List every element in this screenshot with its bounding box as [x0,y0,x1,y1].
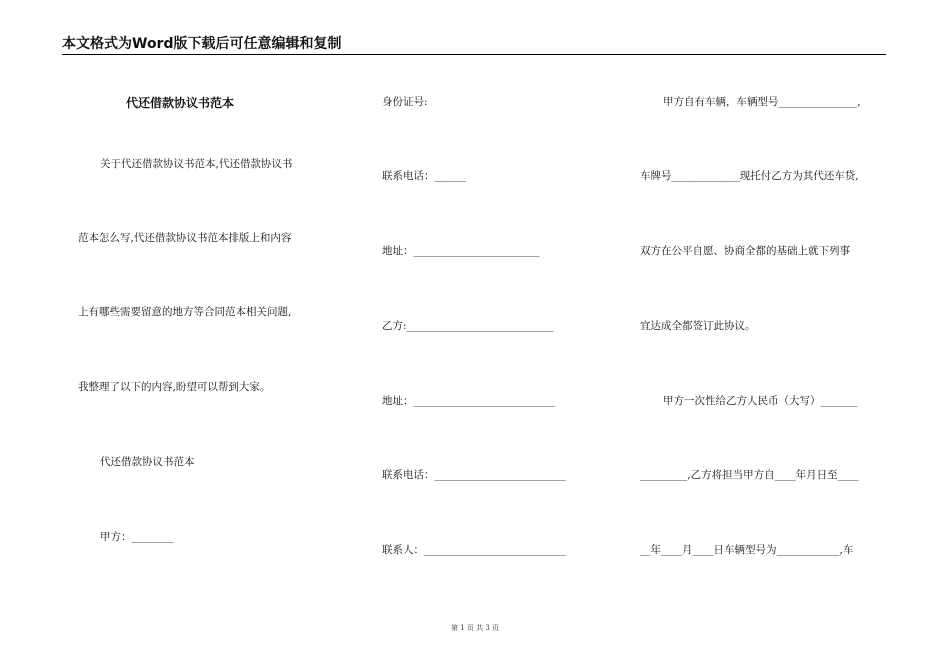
paragraph-line: _________,乙方将担当甲方自____年月日至____ [640,469,859,481]
id-number-field: 身份证号: [382,96,428,108]
paragraph-line: 我整理了以下的内容,盼望可以帮到大家。 [78,381,271,393]
paragraph-line: 宜达成全都签订此协议。 [640,320,756,332]
document-title: 代还借款协议书范本 [126,96,235,110]
paragraph-line: 上有哪些需要留意的地方等合同范本相关问题, [78,306,292,318]
party-a-field: 甲方：________ [100,531,174,543]
paragraph-line: 双方在公平自愿、协商全都的基础上就下列事 [640,245,850,257]
paragraph-line: 甲方一次性给乙方人民币（大写）_______ [663,395,858,407]
phone-field: 联系电话：______ [382,170,466,182]
header-rule [62,54,886,55]
paragraph-line: 甲方自有车辆，车辆型号_______________, [663,96,861,108]
document-header: 本文格式为Word版下载后可任意编辑和复制 [62,36,342,52]
paragraph-line: __年____月____日车辆型号为____________,车 [640,544,854,556]
party-b-field: 乙方:____________________________ [382,320,554,332]
page-number: 第 1 页 共 3 页 [450,624,500,632]
paragraph-line: 范本怎么写,代还借款协议书范本排版上和内容 [78,232,292,244]
address-field: 地址：___________________________ [382,395,556,407]
phone-field: 联系电话：_________________________ [382,469,566,481]
subheading: 代还借款协议书范本 [100,456,195,468]
contact-person-field: 联系人：___________________________ [382,544,566,556]
paragraph-line: 车牌号_____________现托付乙方为其代还车贷, [640,170,859,182]
address-field: 地址：________________________ [382,245,540,257]
paragraph-line: 关于代还借款协议书范本,代还借款协议书 [100,158,293,170]
